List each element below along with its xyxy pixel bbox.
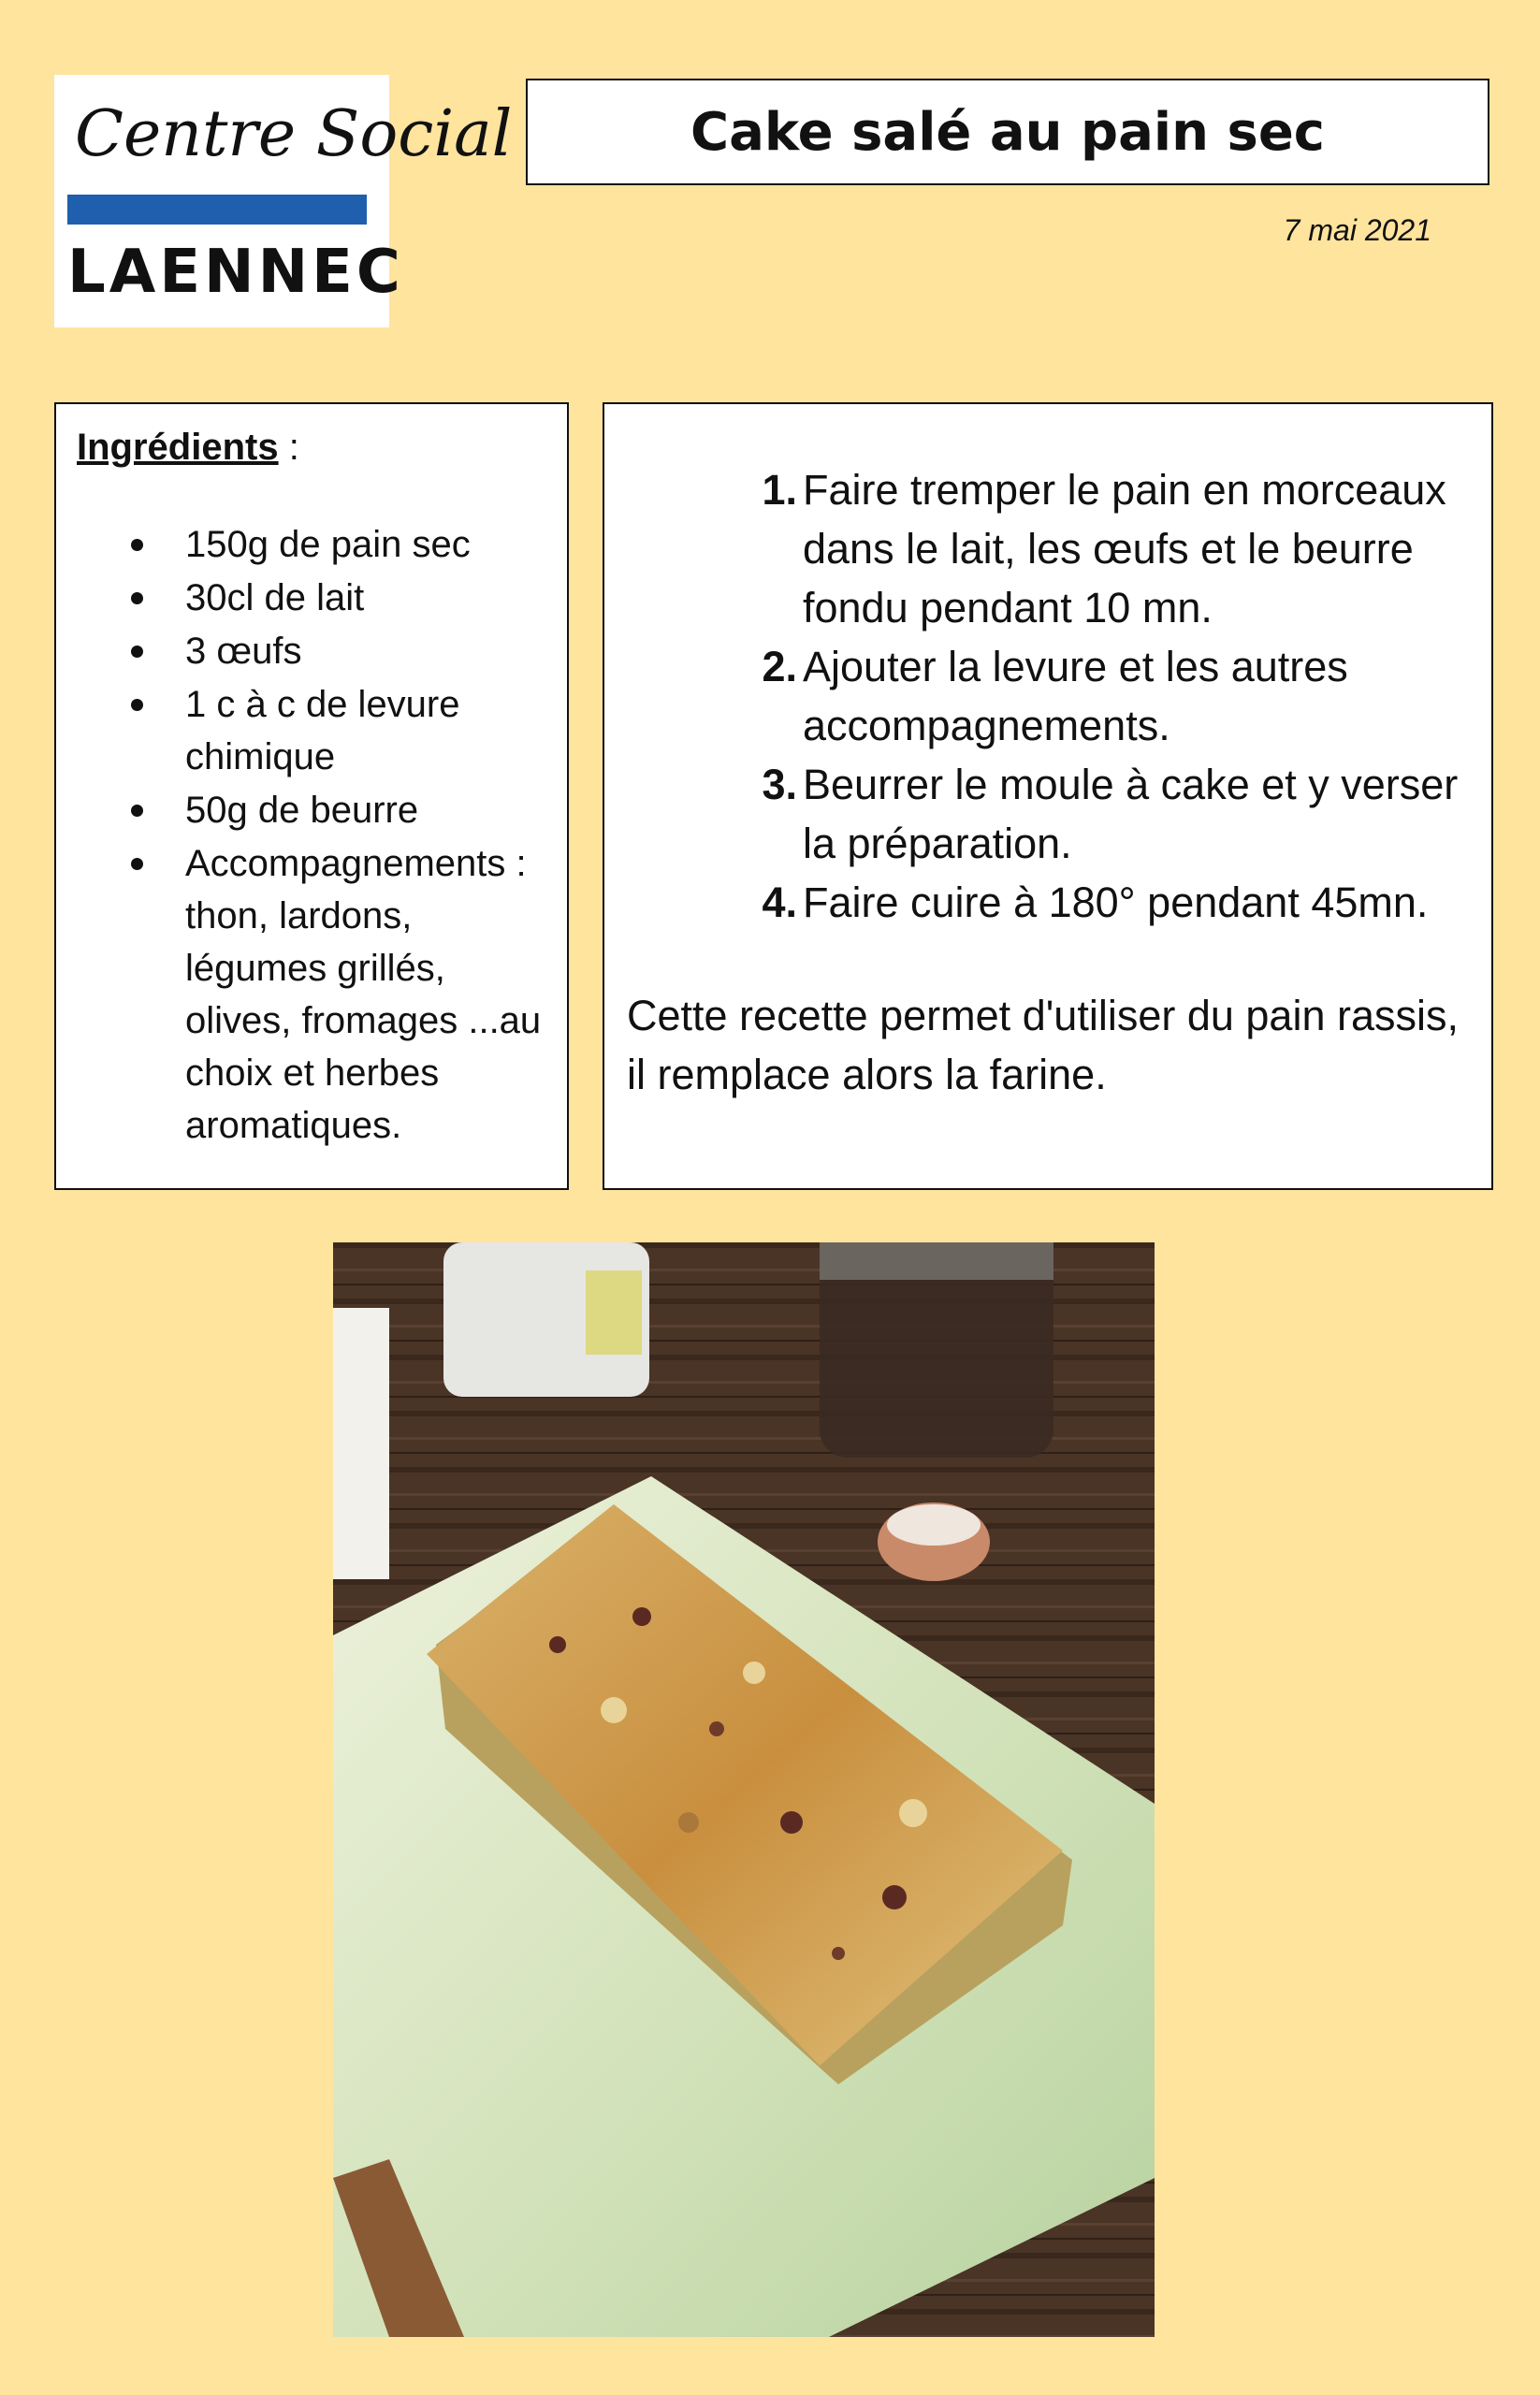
ingredient-item — [77, 837, 546, 1152]
step-number: 3. — [762, 761, 797, 808]
step-item — [627, 460, 1469, 637]
ingredients-heading-colon: : — [278, 427, 299, 468]
title-box — [526, 79, 1489, 185]
steps-list — [627, 460, 1469, 932]
logo-name: LAENNEC — [67, 238, 404, 307]
step-text: Beurrer le moule à cake et y verser la préparation. — [803, 761, 1459, 867]
step-text: Faire cuire à 180° pendant 45mn. — [803, 878, 1429, 926]
ingredient-item — [77, 784, 546, 836]
ingredient-item — [77, 625, 546, 677]
ingredients-panel — [54, 402, 569, 1190]
step-number: 4. — [762, 878, 797, 926]
bullet-icon — [131, 699, 143, 711]
ingredient-text: 1 c à c de levure chimique — [185, 684, 460, 777]
ingredient-text: 3 œufs — [185, 631, 302, 672]
step-item — [627, 873, 1469, 932]
bullet-icon — [131, 592, 143, 604]
logo-script-wordmark — [69, 80, 513, 183]
ingredient-item — [77, 572, 546, 624]
instructions-panel — [603, 402, 1493, 1190]
logo-blue-bar — [67, 195, 367, 225]
ingredients-heading-label: Ingrédients — [77, 427, 279, 468]
ingredients-heading — [77, 421, 546, 473]
bullet-icon — [131, 858, 143, 870]
step-item — [627, 637, 1469, 755]
date: 7 mai 2021 — [1283, 213, 1431, 247]
step-item — [627, 755, 1469, 873]
step-text: Ajouter la levure et les autres accompagnements. — [803, 643, 1348, 749]
logo — [54, 75, 513, 327]
ingredient-item — [77, 678, 546, 783]
page-title: Cake salé au pain sec — [690, 101, 1325, 163]
ingredient-text: 30cl de lait — [185, 577, 365, 618]
ingredient-item — [77, 518, 546, 571]
step-number: 1. — [762, 466, 797, 514]
ingredient-text: 150g de pain sec — [185, 524, 471, 565]
bullet-icon — [131, 646, 143, 658]
bullet-icon — [131, 805, 143, 817]
bullet-icon — [131, 539, 143, 551]
logo-script-text: Centre Social — [75, 97, 513, 171]
step-text: Faire tremper le pain en morceaux dans le lait, les œufs et le beurre fondu pendant 10 mn. — [803, 466, 1446, 631]
ingredient-text: 50g de beurre — [185, 790, 419, 831]
ingredients-list — [77, 518, 546, 1152]
cake-photo-illustration — [333, 1242, 1155, 2337]
recipe-note: Cette recette permet d'utiliser du pain rassis, il remplace alors la farine. — [627, 992, 1459, 1098]
step-number: 2. — [762, 643, 797, 690]
cake-photo — [333, 1242, 1155, 2337]
ingredient-text: Accompagnements : thon, lardons, légumes grillés, olives, fromages ...au choix et herbes aromatiques. — [185, 843, 542, 1146]
